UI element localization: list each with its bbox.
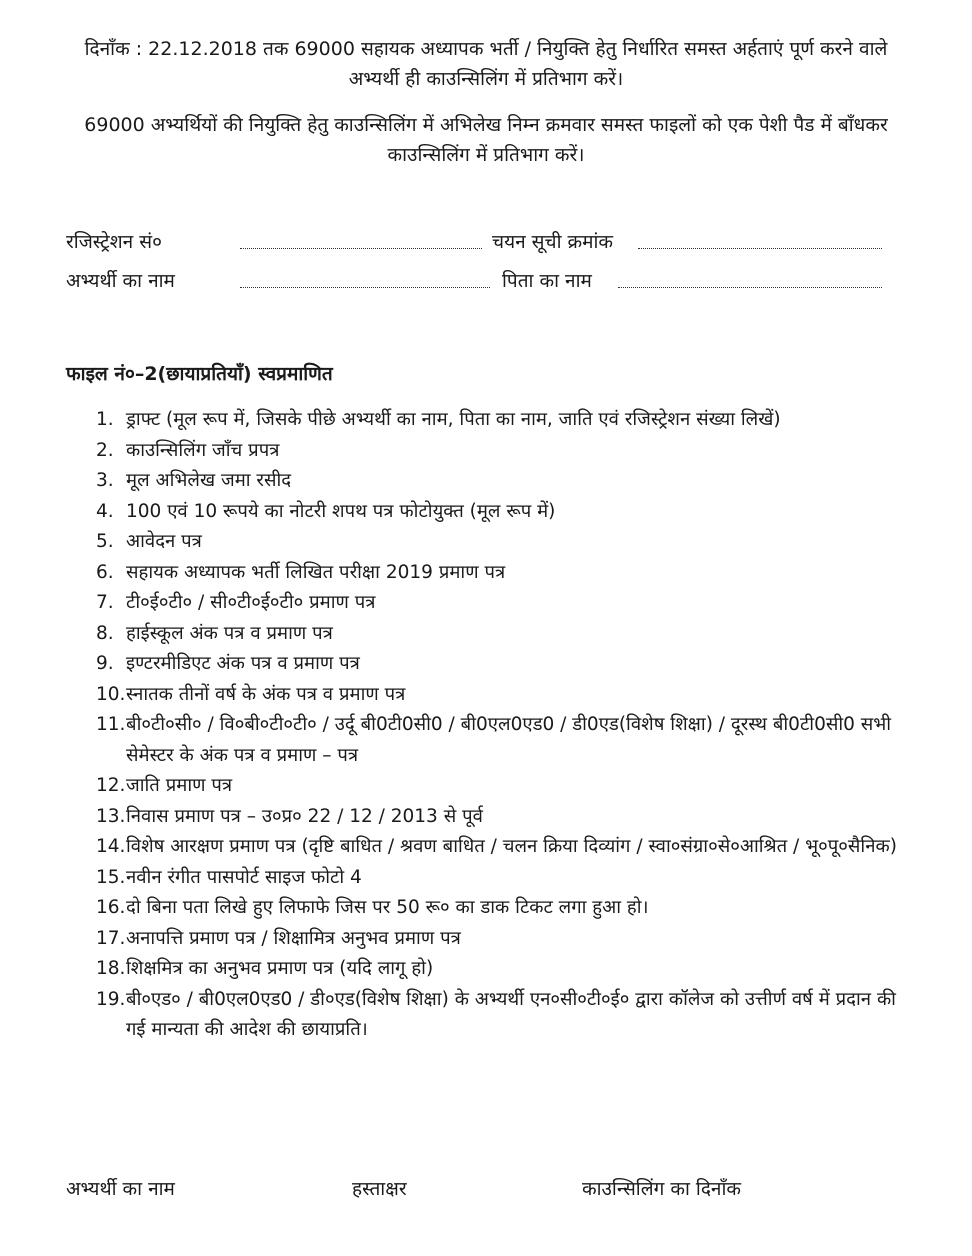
registration-label: रजिस्ट्रेशन सं०	[66, 231, 162, 253]
list-item-number: 17.	[96, 927, 126, 949]
list-item	[96, 802, 901, 833]
registration-row	[66, 228, 886, 256]
list-item	[96, 527, 901, 558]
list-item-number: 16.	[96, 897, 126, 918]
list-item	[96, 649, 901, 680]
list-item-text: शिक्षमित्र का अनुभव प्रमाण पत्र (यदि लागू हो)	[126, 958, 434, 979]
list-item-number: 13.	[96, 805, 126, 827]
father-name-blank	[618, 287, 882, 288]
list-item	[96, 771, 901, 802]
list-item	[96, 466, 901, 497]
list-item	[96, 588, 901, 619]
footer-candidate-name: अभ्यर्थी का नाम	[66, 1178, 175, 1200]
selection-list-blank	[638, 248, 882, 249]
list-item-text: बी०टी०सी० / वि०बी०टी०टी० / उर्दू बी0टी0सी0 / बी0एल0एड0 / डी0एड(विशेष शिक्षा) / दूरस्थ बी0टी0सी0 सभी सेमेस्टर के अंक पत्र व प्रमाण – पत्र	[126, 714, 892, 766]
list-item-number: 11.	[96, 714, 126, 735]
list-item-text: काउन्सिलिंग जाँच प्रपत्र	[126, 439, 280, 461]
list-item	[96, 436, 901, 467]
list-item-number: 9.	[96, 653, 114, 674]
list-item-number: 3.	[96, 470, 114, 491]
list-item	[96, 832, 901, 863]
file-heading: फाइल नं०–2(छायाप्रतियाँ) स्वप्रमाणित	[66, 363, 333, 385]
document-list	[96, 405, 901, 1046]
father-name-label: पिता का नाम	[502, 270, 592, 292]
list-item-number: 15.	[96, 866, 126, 888]
footer-signature: हस्ताक्षर	[352, 1178, 407, 1200]
list-item-text: आवेदन पत्र	[126, 531, 202, 552]
list-item-text: ड्राफ्ट (मूल रूप में, जिसके पीछे अभ्यर्थी का नाम, पिता का नाम, जाति एवं रजिस्ट्रेशन संख्या लिखें)	[126, 409, 781, 430]
list-item-text: हाईस्कूल अंक पत्र व प्रमाण पत्र	[126, 622, 333, 644]
list-item-number: 12.	[96, 775, 126, 796]
list-item-text: बी०एड० / बी0एल0एड0 / डी०एड(विशेष शिक्षा) के अभ्यर्थी एन०सी०टी०ई० द्वारा कॉलेज को उत्तीर्ण वर्ष में प्रदान की गई मान्यता की आदेश की छायाप्रति।	[126, 988, 896, 1040]
intro-eligibility-notice: दिनाँक : 22.12.2018 तक 69000 सहायक अध्यापक भर्ती / नियुक्ति हेतु निर्धारित समस्त अर्हताएं पूर्ण करने वाले अभ्यर्थी ही काउन्सिलिंग में प्रतिभाग करें।	[84, 38, 888, 90]
list-item-number: 6.	[96, 561, 114, 583]
list-item-number: 18.	[96, 958, 126, 979]
list-item-number: 8.	[96, 622, 114, 644]
list-item-number: 7.	[96, 592, 114, 613]
list-item-number: 4.	[96, 500, 114, 522]
list-item	[96, 954, 901, 985]
list-item	[96, 497, 901, 528]
list-item	[96, 619, 901, 650]
list-item	[96, 924, 901, 955]
list-item	[96, 863, 901, 894]
list-item-text: निवास प्रमाण पत्र – उ०प्र० 22 / 12 / 2013 से पूर्व	[126, 805, 483, 827]
list-item	[96, 893, 901, 924]
list-item-text: स्नातक तीनों वर्ष के अंक पत्र व प्रमाण पत्र	[126, 683, 406, 705]
list-item-text: इण्टरमीडिएट अंक पत्र व प्रमाण पत्र	[126, 653, 360, 674]
list-item-number: 10.	[96, 683, 126, 705]
list-item-text: सहायक अध्यापक भर्ती लिखित परीक्षा 2019 प्रमाण पत्र	[126, 561, 506, 583]
list-item-number: 5.	[96, 531, 114, 552]
candidate-name-label: अभ्यर्थी का नाम	[66, 270, 175, 292]
list-item-text: दो बिना पता लिखे हुए लिफाफे जिस पर 50 रू० का डाक टिकट लगा हुआ हो।	[126, 897, 649, 918]
candidate-row	[66, 267, 886, 295]
list-item	[96, 710, 901, 771]
list-item-text: विशेष आरक्षण प्रमाण पत्र (दृष्टि बाधित / श्रवण बाधित / चलन क्रिया दिव्यांग / स्वा०संग्रा०से०आश्रित / भू०पू०सैनिक)	[126, 836, 897, 857]
registration-blank	[240, 248, 482, 249]
footer-counselling-date: काउन्सिलिंग का दिनाँक	[582, 1178, 741, 1200]
list-item-number: 14.	[96, 836, 126, 857]
list-item	[96, 558, 901, 589]
list-item-text: टी०ई०टी० / सी०टी०ई०टी० प्रमाण पत्र	[126, 592, 376, 613]
list-item	[96, 985, 901, 1046]
list-item-number: 2.	[96, 439, 114, 461]
list-item	[96, 680, 901, 711]
list-item-text: जाति प्रमाण पत्र	[126, 775, 233, 796]
selection-list-label: चयन सूची क्रमांक	[492, 231, 614, 253]
candidate-name-blank	[240, 287, 490, 288]
list-item-text: 100 एवं 10 रूपये का नोटरी शपथ पत्र फोटोयुक्त (मूल रूप में)	[126, 500, 556, 522]
list-item-text: अनापत्ति प्रमाण पत्र / शिक्षामित्र अनुभव प्रमाण पत्र	[126, 927, 461, 949]
intro-file-instructions: 69000 अभ्यर्थियों की नियुक्ति हेतु काउन्सिलिंग में अभिलेख निम्न क्रमवार समस्त फाइलों को एक पेशी पैड में बाँधकर काउन्सिलिंग में प्रतिभाग करें।	[84, 114, 888, 166]
list-item-number: 1.	[96, 409, 114, 430]
list-item-text: मूल अभिलेख जमा रसीद	[126, 470, 292, 491]
list-item	[96, 405, 901, 436]
list-item-text: नवीन रंगीत पासपोर्ट साइज फोटो 4	[126, 866, 362, 888]
list-item-number: 19.	[96, 988, 126, 1010]
